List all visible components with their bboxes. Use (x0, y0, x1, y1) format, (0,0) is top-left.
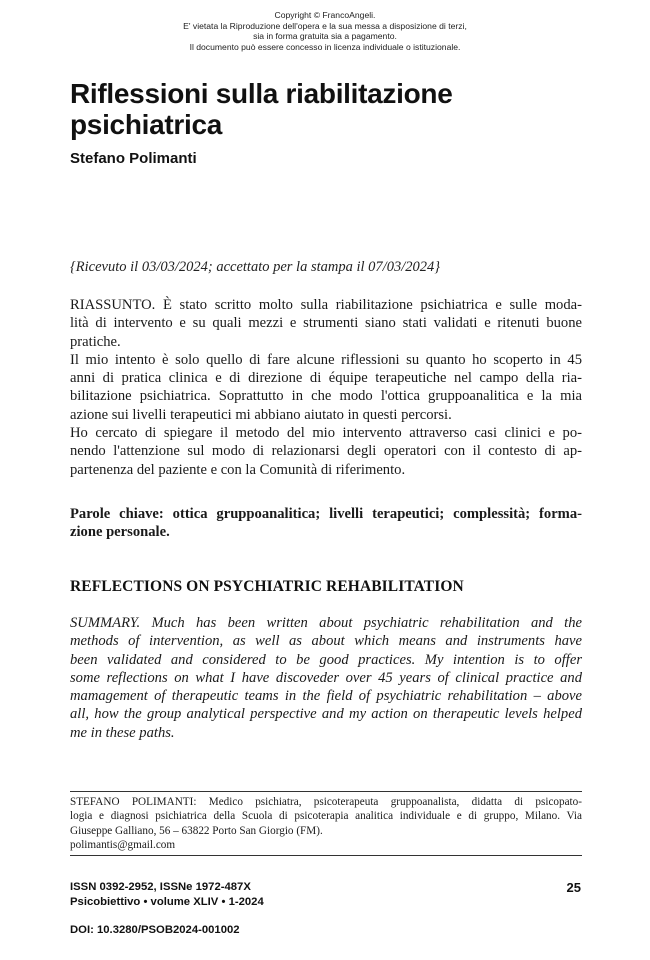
bio-top-divider (70, 791, 582, 792)
bio-bottom-divider (70, 855, 582, 856)
abstract-line: Il mio intento è solo quello di fare alcune riflessioni su quanto ho scoperto in 45 (70, 351, 582, 368)
journal-volume-line: Psicobiettivo • volume XLIV • 1-2024 (70, 896, 264, 908)
abstract-line: bilitazione psichiatrica. Soprattutto in che modo l'ottica gruppoanalitica e la mia (70, 388, 582, 405)
bio-line: STEFANO POLIMANTI: Medico psichiatra, psicoterapeuta gruppoanalista, didatta di psicopato- (70, 796, 582, 808)
copyright-notice (0, 10, 650, 52)
summary-line: mamagement of therapeutic teams in the field of psychiatric rehabilitation – above (70, 688, 582, 705)
author-bio (70, 795, 582, 853)
doi-line: DOI: 10.3280/PSOB2024-001002 (70, 924, 240, 936)
keywords (70, 505, 582, 542)
abstract-line: azione sui livelli terapeutici mi abbiano aiutato in questi percorsi. (70, 406, 452, 423)
italian-abstract (70, 296, 582, 479)
copyright-line: E' vietata la Riproduzione dell'opera e la sua messa a disposizione di terzi, (183, 20, 467, 31)
summary-line: all, how the group analytical perspective and my action on therapeutic levels helped (70, 706, 582, 723)
abstract-line: pratiche. (70, 333, 121, 350)
english-summary (70, 614, 582, 742)
abstract-line: anni di pratica clinica e di direzione di équipe terapeutiche nel campo della ria- (70, 370, 582, 387)
abstract-line: partenenza del paziente e con la Comunità di riferimento. (70, 461, 406, 478)
copyright-line: Copyright © FrancoAngeli. (274, 10, 376, 20)
issn-line: ISSN 0392-2952, ISSNe 1972-487X (70, 881, 251, 893)
copyright-line: Il documento può essere concesso in licenza individuale o istituzionale. (189, 41, 461, 52)
article-title-line: psichiatrica (70, 109, 223, 140)
bio-line: Giuseppe Galliano, 56 – 63822 Porto San Giorgio (FM). (70, 824, 323, 837)
english-title: REFLECTIONS ON PSYCHIATRIC REHABILITATION (70, 578, 464, 595)
page-number: 25 (566, 880, 581, 895)
summary-line: methods of intervention, as well as about which means and instruments have (70, 633, 582, 650)
author-email: polimantis@gmail.com (70, 839, 176, 852)
article-title-line: Riflessioni sulla riabilitazione (70, 78, 453, 109)
received-date-note: {Ricevuto il 03/03/2024; accettato per la stampa il 07/03/2024} (70, 259, 441, 275)
copyright-line: sia in forma gratuita sia a pagamento. (253, 31, 397, 41)
abstract-line: lità di intervento e su quali mezzi e strumenti siano stati validati e ritenuti buone (70, 315, 582, 332)
summary-line: SUMMARY. Much has been written about psychiatric rehabilitation and the (70, 615, 582, 631)
bio-line: logia e diagnosi psichiatrica della Scuola di psicoterapia analitica individuale e di gruppo, Milano. Via (70, 810, 582, 823)
summary-line: been validated and considered to be good practices. My intention is to offer (70, 651, 582, 668)
keywords-line: zione personale. (70, 524, 170, 541)
article-title (70, 78, 590, 140)
keywords-line: Parole chiave: ottica gruppoanalitica; livelli terapeutici; complessità; forma- (70, 506, 582, 522)
article-author: Stefano Polimanti (70, 150, 197, 167)
abstract-line: nendo l'attenzione sul modo di relazionarsi degli operatori con il contesto di ap- (70, 443, 582, 460)
abstract-line: Ho cercato di spiegare il metodo del mio intervento attraverso casi clinici e po- (70, 425, 582, 442)
abstract-line: RIASSUNTO. È stato scritto molto sulla riabilitazione psichiatrica e sulle moda- (70, 297, 582, 313)
summary-line: some reflections on what I have discoveder over 45 years of clinical practice and (70, 669, 582, 686)
summary-line: me in these paths. (70, 724, 175, 741)
